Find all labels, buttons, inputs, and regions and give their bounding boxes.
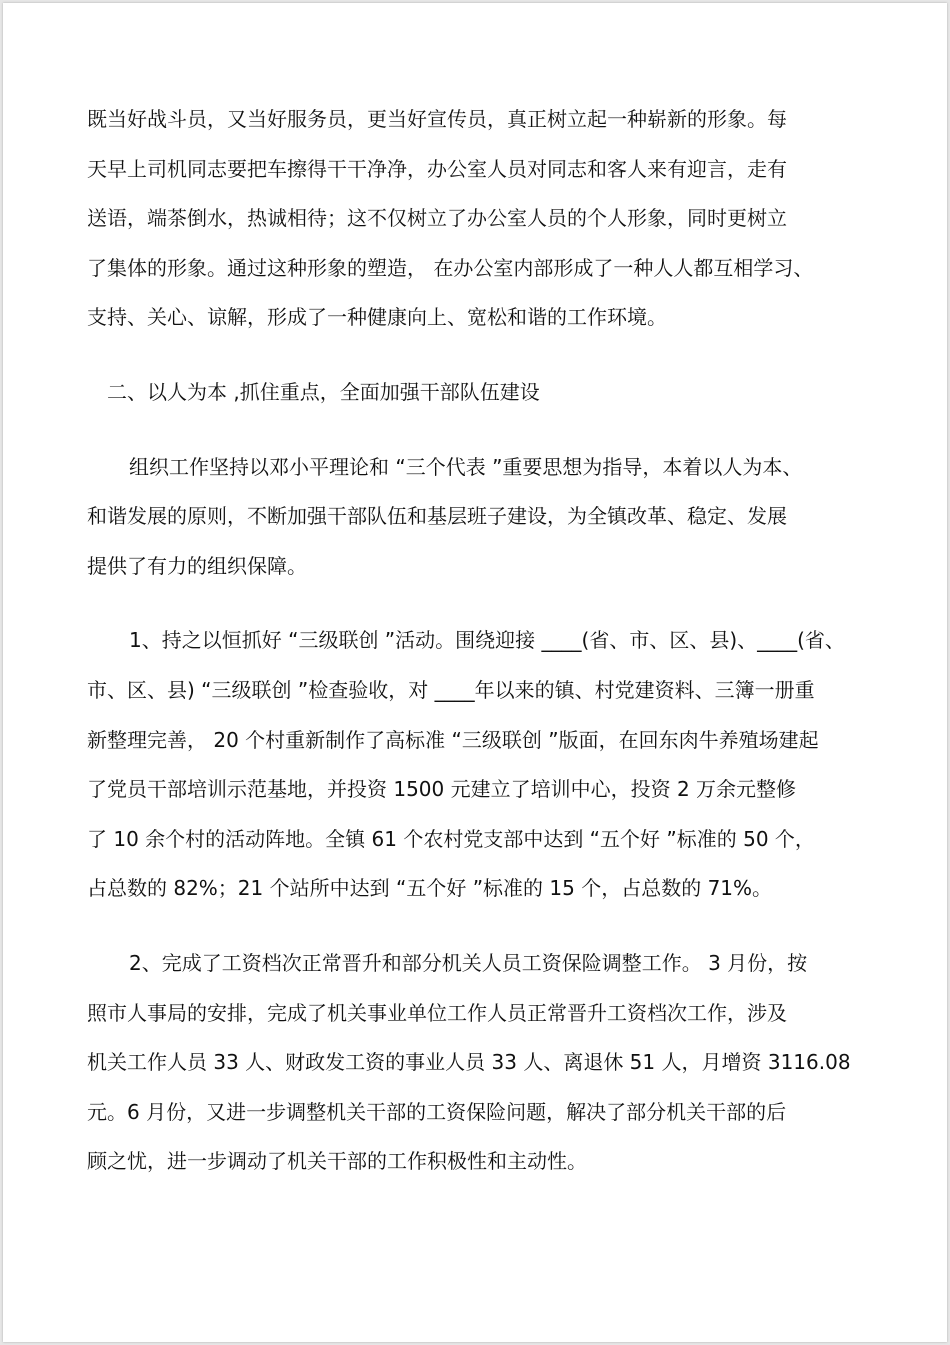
heading-text: 二、以人为本 ,抓住重点，全面加强干部队伍建设	[107, 379, 540, 404]
text-line: 天早上司机同志要把车擦得干干净净，办公室人员对同志和客人来有迎言，走有	[87, 156, 787, 181]
text-line: 提供了有力的组织保障。	[87, 553, 307, 578]
text-line: 了集体的形象。通过这种形象的塑造， 在办公室内部形成了一种人人都互相学习、	[87, 255, 814, 280]
document-body	[87, 95, 877, 1187]
section-heading	[87, 368, 877, 418]
paragraph-item-1	[87, 616, 877, 914]
paragraph-spacer	[87, 418, 877, 443]
text-line: 新整理完善， 20 个村重新制作了高标准 “三级联创 ”版面，在回东肉牛养殖场建起	[87, 727, 819, 752]
paragraph-organization	[87, 443, 877, 592]
text-line: 顾之忧，进一步调动了机关干部的工作积极性和主动性。	[87, 1149, 587, 1174]
text-line: 2、完成了工资档次正常晋升和部分机关人员工资保险调整工作。 3 月份，按	[129, 950, 808, 975]
text-line: 组织工作坚持以邓小平理论和 “三个代表 ”重要思想为指导，本着以人为本、	[129, 454, 803, 479]
text-line: 1、持之以恒抓好 “三级联创 ”活动。围绕迎接 ____(省、市、区、县)、____(省、	[129, 628, 845, 653]
text-line: 了党员干部培训示范基地，并投资 1500 元建立了培训中心，投资 2 万余元整修	[87, 777, 797, 802]
text-line: 机关工作人员 33 人、财政发工资的事业人员 33 人、离退休 51 人，月增资 3116.08	[87, 1050, 851, 1075]
paragraph-spacer	[87, 343, 877, 368]
text-line: 元。6 月份，又进一步调整机关干部的工资保险问题，解决了部分机关干部的后	[87, 1099, 787, 1124]
text-line: 了 10 余个村的活动阵地。全镇 61 个农村党支部中达到 “五个好 ”标准的 50 个，	[87, 826, 815, 851]
paragraph-intro	[87, 95, 877, 343]
text-line: 既当好战斗员，又当好服务员，更当好宣传员，真正树立起一种崭新的形象。每	[87, 107, 787, 131]
text-line: 支持、关心、谅解，形成了一种健康向上、宽松和谐的工作环境。	[87, 305, 667, 330]
text-line: 市、区、县) “三级联创 ”检查验收，对 ____年以来的镇、村党建资料、三簿一册重	[87, 677, 815, 702]
document-page	[3, 3, 947, 1342]
paragraph-item-2	[87, 939, 877, 1187]
text-line: 照市人事局的安排，完成了机关事业单位工作人员正常晋升工资档次工作，涉及	[87, 1000, 787, 1025]
text-line: 送语，端茶倒水，热诚相待；这不仅树立了办公室人员的个人形象，同时更树立	[87, 206, 787, 231]
text-line: 占总数的 82%；21 个站所中达到 “五个好 ”标准的 15 个，占总数的 71%。	[87, 876, 773, 901]
text-line: 和谐发展的原则，不断加强干部队伍和基层班子建设，为全镇改革、稳定、发展	[87, 504, 787, 529]
paragraph-spacer	[87, 914, 877, 939]
paragraph-spacer	[87, 591, 877, 616]
